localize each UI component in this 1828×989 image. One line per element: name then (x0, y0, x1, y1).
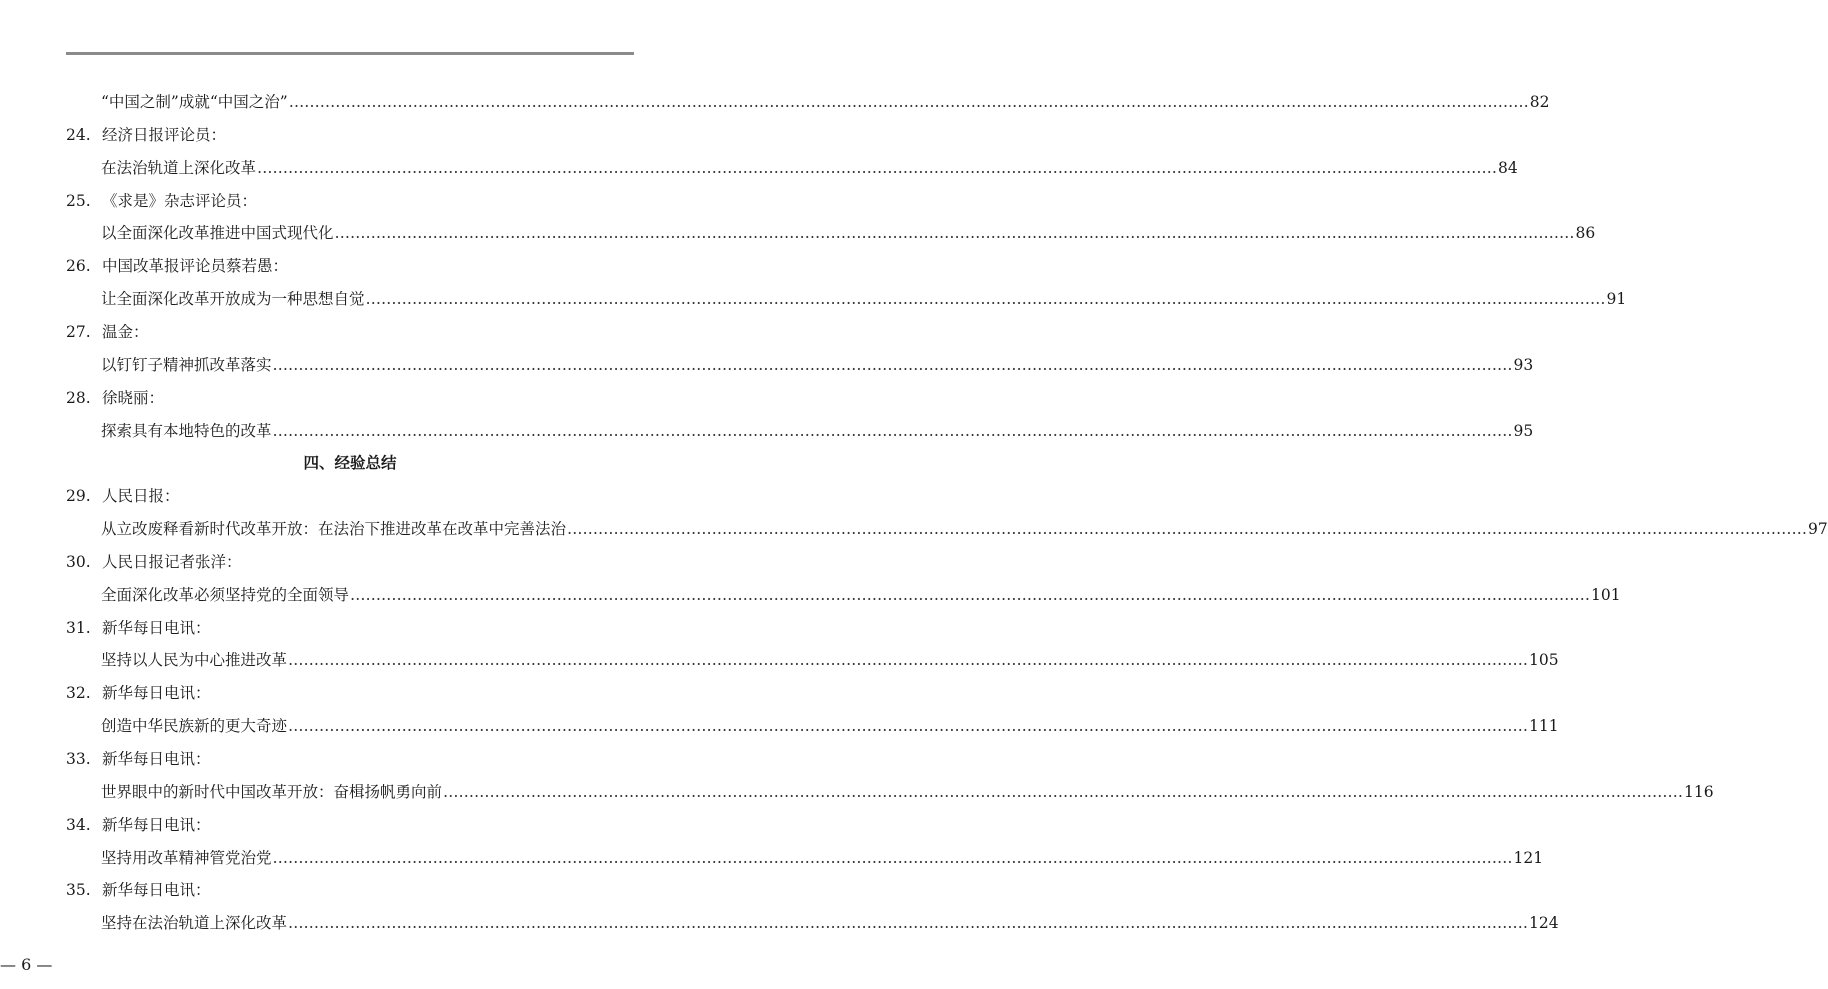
entry-title: 坚持用改革精神管党治党 (101, 849, 272, 867)
toc-entry-title[interactable] (0, 350, 1534, 380)
toc-entry-author (0, 678, 700, 708)
toc-entry-title[interactable] (0, 218, 1596, 248)
entry-title: “中国之制”成就“中国之治” (101, 93, 288, 111)
toc-entry-title[interactable] (0, 908, 1559, 938)
toc-entry-author (0, 810, 700, 840)
dot-leader: …………………………………………………………………………………………………………………………………………………………………………………………………………………… (334, 224, 1575, 242)
entry-number: 25. (66, 192, 91, 210)
toc-entry-author (0, 744, 700, 774)
dot-leader: …………………………………………………………………………………………………………………………………………………………………………………………………………………… (272, 356, 1513, 374)
dot-leader: …………………………………………………………………………………………………………………………………………………………………………………………………………………… (257, 159, 1498, 177)
entry-author: 新华每日电讯： (102, 881, 211, 899)
dot-leader: …………………………………………………………………………………………………………………………………………………………………………………………………………………… (443, 783, 1684, 801)
entry-page-number: 124 (1529, 914, 1559, 932)
dot-leader: …………………………………………………………………………………………………………………………………………………………………………………………………………………… (288, 717, 1529, 735)
toc-entry-title[interactable] (0, 514, 1828, 544)
entry-title: 创造中华民族新的更大奇迹 (101, 717, 288, 735)
dot-leader: …………………………………………………………………………………………………………………………………………………………………………………………………………………… (288, 914, 1529, 932)
entry-page-number: 82 (1529, 93, 1550, 111)
dot-leader: …………………………………………………………………………………………………………………………………………………………………………………………………………………… (350, 586, 1591, 604)
toc-entry-author (0, 186, 700, 216)
toc-entry-author (0, 875, 700, 905)
entry-author: 新华每日电讯： (102, 684, 211, 702)
entry-author: 徐晓丽： (102, 389, 165, 407)
entry-number: 26. (66, 257, 91, 275)
toc-entry-title[interactable] (0, 416, 1534, 446)
toc-entry-author (0, 120, 700, 150)
toc-entry-title[interactable] (0, 711, 1559, 741)
entry-author: 人民日报： (102, 487, 180, 505)
entry-page-number: 111 (1529, 717, 1559, 735)
toc-entry-title[interactable] (0, 580, 1621, 610)
entry-number: 31. (66, 619, 91, 637)
entry-number: 30. (66, 553, 91, 571)
toc-entry-author (0, 317, 700, 347)
entry-title: 以钉钉子精神抓改革落实 (101, 356, 272, 374)
entry-page-number: 97 (1808, 520, 1828, 538)
entry-page-number: 93 (1513, 356, 1534, 374)
header-rule (66, 52, 634, 55)
toc-entry-author (0, 251, 700, 281)
dot-leader: …………………………………………………………………………………………………………………………………………………………………………………………………………………… (365, 290, 1606, 308)
toc-entry-title[interactable] (0, 284, 1627, 314)
dot-leader: …………………………………………………………………………………………………………………………………………………………………………………………………………………… (288, 93, 1529, 111)
entry-page-number: 84 (1498, 159, 1518, 177)
entry-page-number: 91 (1606, 290, 1627, 308)
entry-author: 新华每日电讯： (102, 619, 211, 637)
entry-number: 27. (66, 323, 91, 341)
toc-entry-title[interactable] (0, 153, 1518, 183)
section-heading: 四、经验总结 (303, 454, 397, 472)
toc-entry-title[interactable] (0, 87, 1550, 117)
entry-author: 新华每日电讯： (102, 750, 211, 768)
toc-entry-title[interactable] (0, 777, 1714, 807)
entry-number: 33. (66, 750, 91, 768)
entry-author: 中国改革报评论员蔡若愚： (102, 257, 289, 275)
toc-entry-author (0, 481, 700, 511)
entry-number: 28. (66, 389, 91, 407)
entry-author: 人民日报记者张洋： (102, 553, 242, 571)
entry-number: 24. (66, 126, 91, 144)
toc-entry-author (0, 383, 700, 413)
page-number: — 6 — (0, 955, 53, 974)
dot-leader: …………………………………………………………………………………………………………………………………………………………………………………………………………………… (272, 849, 1513, 867)
entry-title: 从立改废释看新时代改革开放：在法治下推进改革在改革中完善法治 (101, 520, 567, 538)
entry-page-number: 105 (1529, 651, 1559, 669)
entry-number: 29. (66, 487, 91, 505)
entry-page-number: 116 (1684, 783, 1714, 801)
entry-number: 35. (66, 881, 91, 899)
entry-title: 坚持在法治轨道上深化改革 (101, 914, 288, 932)
entry-title: 世界眼中的新时代中国改革开放：奋楫扬帆勇向前 (101, 783, 443, 801)
entry-author: 经济日报评论员： (102, 126, 227, 144)
toc-entry-title[interactable] (0, 645, 1559, 675)
entry-author: 温金： (102, 323, 149, 341)
entry-title: 以全面深化改革推进中国式现代化 (101, 224, 334, 242)
entry-page-number: 101 (1591, 586, 1621, 604)
entry-page-number: 86 (1575, 224, 1596, 242)
entry-title: 坚持以人民为中心推进改革 (101, 651, 288, 669)
entry-page-number: 95 (1513, 422, 1534, 440)
dot-leader: …………………………………………………………………………………………………………………………………………………………………………………………………………………… (567, 520, 1808, 538)
entry-title: 全面深化改革必须坚持党的全面领导 (101, 586, 350, 604)
entry-number: 32. (66, 684, 91, 702)
entry-author: 《求是》杂志评论员： (102, 192, 258, 210)
entry-title: 在法治轨道上深化改革 (101, 159, 257, 177)
entry-page-number: 121 (1513, 849, 1544, 867)
entry-number: 34. (66, 816, 91, 834)
entry-author: 新华每日电讯： (102, 816, 211, 834)
toc-entry-author (0, 547, 700, 577)
toc-entry-author (0, 613, 700, 643)
entry-title: 让全面深化改革开放成为一种思想自觉 (101, 290, 365, 308)
dot-leader: …………………………………………………………………………………………………………………………………………………………………………………………………………………… (272, 422, 1513, 440)
entry-title: 探索具有本地特色的改革 (101, 422, 272, 440)
dot-leader: …………………………………………………………………………………………………………………………………………………………………………………………………………………… (288, 651, 1529, 669)
toc-entry-title[interactable] (0, 843, 1544, 873)
